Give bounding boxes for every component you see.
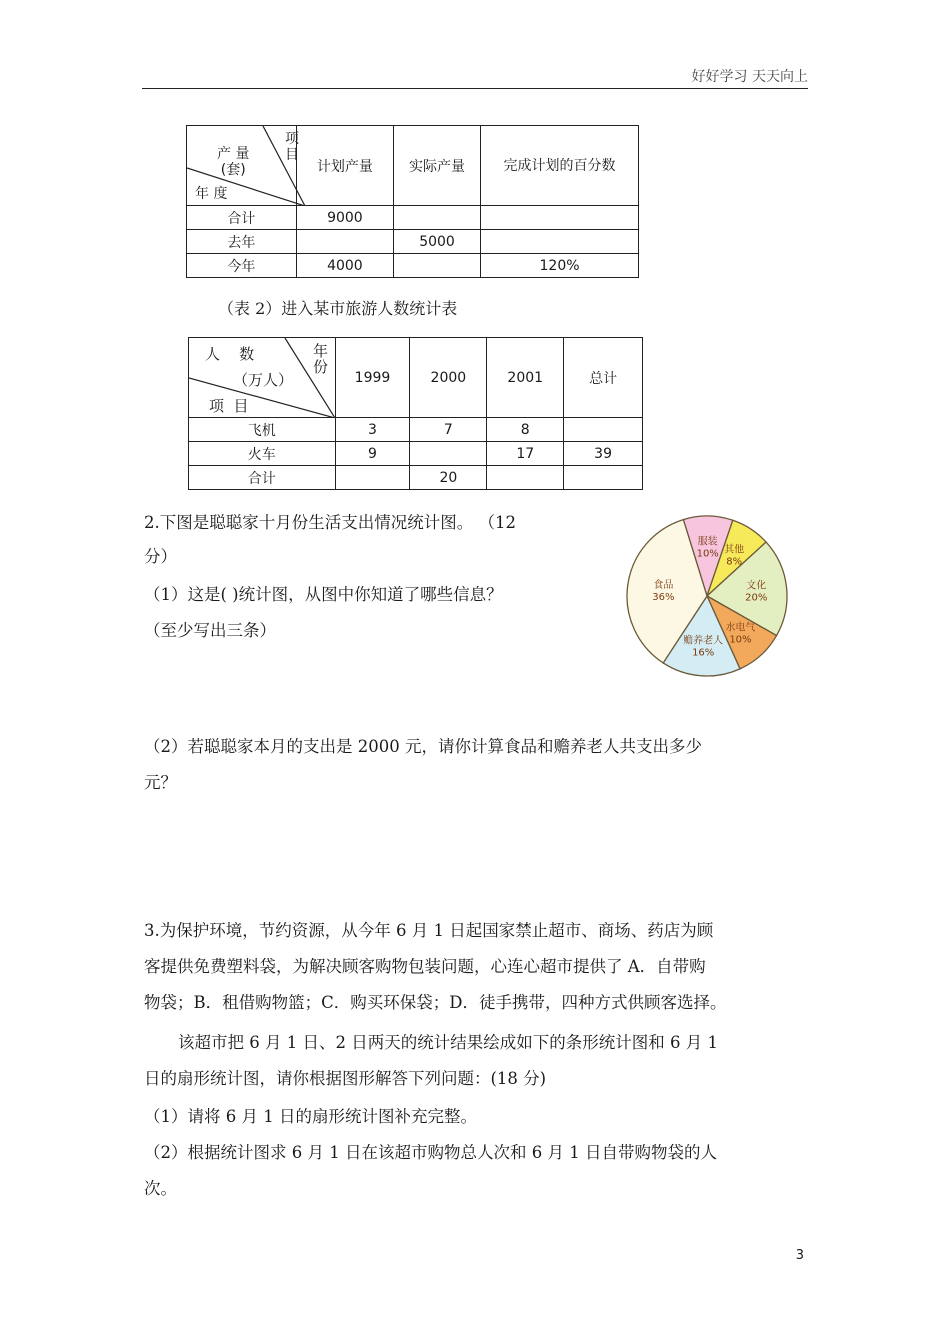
table2-row-label: 合计 xyxy=(189,466,336,490)
pie-slice-percent: 16% xyxy=(692,647,715,659)
table2-cell xyxy=(564,466,643,490)
table1-cell xyxy=(296,230,393,254)
table2-cell: 9 xyxy=(335,442,410,466)
table1-cell xyxy=(481,230,639,254)
table1-cell xyxy=(393,254,480,278)
expense-pie-chart xyxy=(624,513,790,679)
q3-part2-line2: 次。 xyxy=(144,1179,177,1198)
tourism-table xyxy=(188,337,643,490)
table2-cell: 7 xyxy=(410,418,487,442)
pie-slice-label: 赡养老人 xyxy=(683,635,724,647)
q2-part1-line2: （至少写出三条） xyxy=(144,621,276,640)
table2-row-label: 火车 xyxy=(189,442,336,466)
table1-cell: 5000 xyxy=(393,230,480,254)
table1-cell: 120% xyxy=(481,254,639,278)
table2-cell xyxy=(487,466,564,490)
table1-cell xyxy=(393,206,480,230)
table1-corner-bottom-left: 年 度 xyxy=(195,186,228,202)
pie-slice-percent: 10% xyxy=(696,548,719,560)
table2-corner-bottom-left: 项 目 xyxy=(209,397,249,415)
q3-line3: 物袋；B．租借购物篮；C．购买环保袋；D．徒手携带，四种方式供顾客选择。 xyxy=(144,993,727,1012)
q3-line1: 3.为保护环境，节约资源，从今年 6 月 1 日起国家禁止超市、商场、药店为顾 xyxy=(144,921,714,940)
table2-corner-top-left: 人 数 xyxy=(205,345,255,363)
table1-cell xyxy=(481,206,639,230)
q3-line2: 客提供免费塑料袋，为解决顾客购物包装问题，心连心超市提供了 A．自带购 xyxy=(144,957,706,976)
q2-part2-line1: （2）若聪聪家本月的支出是 2000 元，请你计算食品和赡养老人共支出多少 xyxy=(144,737,702,756)
table2-col-header: 总计 xyxy=(564,338,643,418)
table1-col-header: 实际产量 xyxy=(393,126,480,206)
pie-slice-label: 文化 xyxy=(746,580,767,592)
page-number: 3 xyxy=(795,1248,804,1263)
table1-col-header: 完成计划的百分数 xyxy=(481,126,639,206)
table2-cell: 17 xyxy=(487,442,564,466)
header-rule xyxy=(142,88,808,89)
pie-slice-percent: 20% xyxy=(745,592,768,604)
table1-row-label: 去年 xyxy=(187,230,297,254)
table2-corner-top-right: 年 份 xyxy=(313,342,329,376)
production-table xyxy=(186,125,639,278)
table2-cell: 8 xyxy=(487,418,564,442)
table2-col-header: 2001 xyxy=(487,338,564,418)
table2-row-label: 飞机 xyxy=(189,418,336,442)
table2-cell: 20 xyxy=(410,466,487,490)
table1-cell: 4000 xyxy=(296,254,393,278)
pie-slice-percent: 10% xyxy=(729,634,752,646)
pie-slice-label: 水电气 xyxy=(725,622,756,634)
table2-cell: 39 xyxy=(564,442,643,466)
table1-row-label: 合计 xyxy=(187,206,297,230)
table2-col-header: 1999 xyxy=(335,338,410,418)
table1-corner-header xyxy=(187,126,297,206)
q2-part2-line2: 元？ xyxy=(144,773,177,792)
q3-line4: 该超市把 6 月 1 日、2 日两天的统计结果绘成如下的条形统计图和 6 月 1 xyxy=(178,1033,718,1052)
table1-row-label: 今年 xyxy=(187,254,297,278)
table2-corner-header xyxy=(189,338,336,418)
q2-line1: 2.下图是聪聪家十月份生活支出情况统计图。 （12 xyxy=(144,513,516,532)
table2-cell: 3 xyxy=(335,418,410,442)
table1-cell: 9000 xyxy=(296,206,393,230)
pie-slice-label: 其他 xyxy=(724,544,745,556)
q3-line5: 日的扇形统计图，请你根据图形解答下列问题：(18 分) xyxy=(144,1069,547,1088)
table2-cell xyxy=(410,442,487,466)
pie-slice-percent: 36% xyxy=(652,591,675,603)
table1-corner-top-right: 项 目 xyxy=(285,131,299,163)
page-header: 好好学习 天天向上 xyxy=(691,69,808,85)
q2-part1-line1: （1）这是( )统计图，从图中你知道了哪些信息？ xyxy=(144,585,503,604)
pie-slice-label: 食品 xyxy=(653,579,674,591)
q3-part1: （1）请将 6 月 1 日的扇形统计图补充完整。 xyxy=(144,1107,477,1126)
pie-slice-label: 服装 xyxy=(697,536,718,548)
table1-corner-middle: 产 量 (套) xyxy=(217,146,250,178)
table2-caption: （表 2）进入某市旅游人数统计表 xyxy=(218,299,458,318)
table2-cell xyxy=(335,466,410,490)
table1-col-header: 计划产量 xyxy=(296,126,393,206)
table2-col-header: 2000 xyxy=(410,338,487,418)
pie-slice-percent: 8% xyxy=(726,556,743,568)
q2-line2: 分） xyxy=(144,547,177,566)
q3-part2-line1: （2）根据统计图求 6 月 1 日在该超市购物总人次和 6 月 1 日自带购物袋的人 xyxy=(144,1143,717,1162)
table2-cell xyxy=(564,418,643,442)
table2-corner-middle: （万人） xyxy=(233,371,294,389)
